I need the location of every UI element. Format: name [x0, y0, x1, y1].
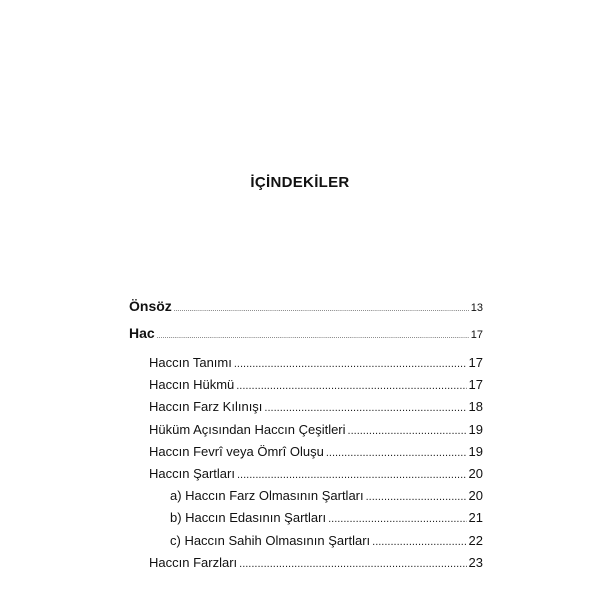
toc-entry-label: Haccın Farz Kılınışı [149, 399, 263, 415]
toc-entry-label: Hüküm Açısından Haccın Çeşitleri [149, 421, 346, 437]
toc-entry-page: 17 [468, 377, 483, 393]
toc-entry-haccin-hukmu [129, 377, 483, 399]
dot-leader [328, 513, 466, 525]
toc-entry-label: Önsöz [129, 298, 172, 314]
dot-leader [236, 380, 466, 392]
dot-leader [264, 402, 466, 414]
toc-entry-label: Hac [129, 325, 155, 341]
toc-entry-haccin-sartlari [129, 466, 483, 488]
dot-leader [237, 469, 467, 481]
toc-entry-hac [129, 325, 483, 352]
toc-entry-hukum-acisindan [129, 422, 483, 444]
toc-entry-label: Haccın Tanımı [149, 355, 232, 370]
toc-entry-haccin-farz-kilinisi [129, 399, 483, 421]
toc-entry-haccin-tanimi [129, 355, 483, 377]
toc-entry-page: 22 [468, 532, 483, 548]
toc-entry-page: 19 [468, 443, 483, 459]
toc-entry-page: 17 [468, 355, 483, 370]
dot-leader [174, 306, 469, 313]
toc-entry-page: 19 [468, 421, 483, 437]
toc-entry-edasinin-sartlari [129, 510, 483, 532]
toc-entry-label: Haccın Fevrî veya Ömrî Oluşu [149, 443, 324, 459]
page-title: İÇİNDEKİLER [250, 174, 350, 191]
toc-entry-page: 21 [468, 510, 483, 526]
dot-leader [348, 425, 467, 437]
toc-entry-page: 18 [468, 399, 483, 415]
toc-entry-farz-olmasinin-sartlari [129, 488, 483, 510]
toc-entry-page: 13 [470, 302, 483, 314]
toc-entry-label: b) Haccın Edasının Şartları [170, 510, 327, 526]
toc-entry-label: a) Haccın Farz Olmasının Şartları [170, 488, 364, 504]
toc-entry-sahih-olmasinin-sartlari [129, 533, 483, 555]
toc-entry-fevri-omri [129, 444, 483, 466]
dot-leader [239, 558, 466, 570]
toc-entry-label: Haccın Şartları [149, 465, 235, 481]
dot-leader [366, 491, 467, 503]
toc-entry-page: 17 [470, 329, 483, 341]
dot-leader [372, 536, 466, 548]
toc-entry-label: Haccın Farzları [149, 554, 238, 570]
toc-entry-label: c) Haccın Sahih Olmasının Şartları [170, 532, 371, 548]
dot-leader [234, 358, 467, 370]
toc-entry-page: 20 [468, 465, 483, 481]
dot-leader [326, 447, 467, 459]
toc-entry-page: 23 [468, 554, 483, 570]
toc-entry-page: 20 [468, 488, 483, 504]
toc-entry-onsoz [129, 298, 483, 325]
table-of-contents [129, 298, 483, 577]
dot-leader [157, 333, 469, 340]
toc-entry-haccin-farzlari [129, 555, 483, 577]
toc-entry-label: Haccın Hükmü [149, 377, 235, 393]
